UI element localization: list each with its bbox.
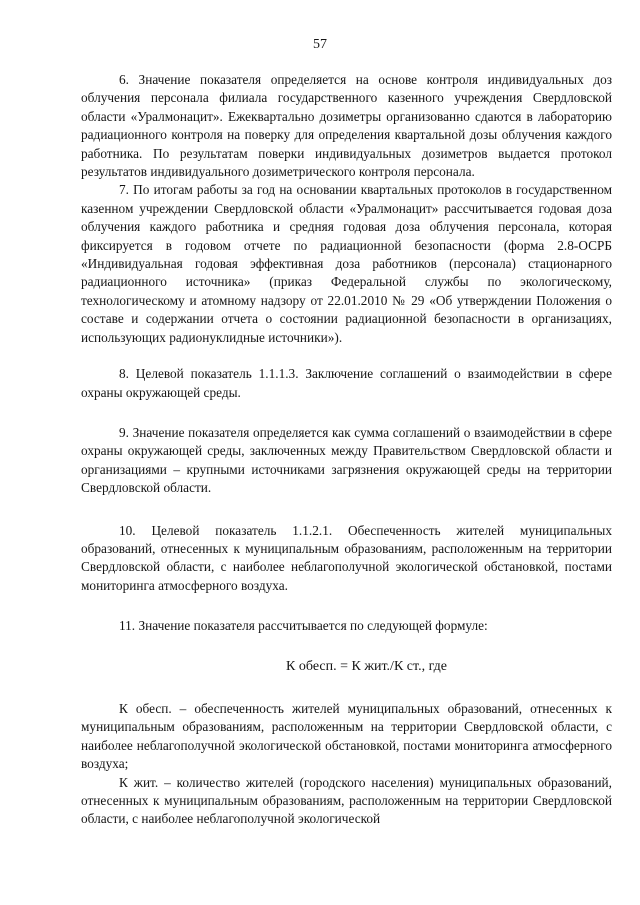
- paragraph-6: 6. Значение показателя определяется на основе контроля индивидуальных доз облучения персонала филиала государственного казенного учреждения Свердловской области «Уралмонацит». Ежеквартально дозиметры организованно сдаются в лабораторию радиационного контроля на поверку для определения квартальной дозы облучения каждого работника. По результатам поверки индивидуальных дозиметров выдается протокол результатов индивидуального дозиметрического контроля персонала.: [81, 72, 612, 180]
- paragraph-11: 11. Значение показателя рассчитывается по следующей формуле:: [119, 618, 488, 634]
- paragraph-7: 7. По итогам работы за год на основании квартальных протоколов в государственном казенном учреждении Свердловской области «Уралмонацит» рассчитывается годовая доза облучения каждого работника и средняя годовая доза облучения персонала, которая фиксируется в годовом отчете по радиационной безопасности (форма 2.8-ОСРБ «Индивидуальная годовая эффективная доза работников (персонала) стационарного радиационного источника» (приказ Федеральной службы по экологическому, технологическому и атомному надзору от 22.01.2010 № 29 «Об утверждении Положения о составе и содержании отчета о состоянии радиационной безопасности в организациях, использующих радионуклидные источники»).: [81, 182, 612, 345]
- document-body: [81, 71, 612, 829]
- paragraph-10: 10. Целевой показатель 1.1.2.1. Обеспеченность жителей муниципальных образований, отнесенных к муниципальным образованиям, расположенным на территории Свердловской области, с наиболее неблагополучной экологической обстановкой, постами мониторинга атмосферного воздуха.: [81, 522, 612, 593]
- definition-k-zhit: К жит. – количество жителей (городского населения) муниципальных образований, отнесенных к муниципальным образованиям, расположенным на территории Свердловской области, с наиболее неблагополучной экологической: [81, 774, 612, 827]
- paragraph-8: 8. Целевой показатель 1.1.1.3. Заключение соглашений о взаимодействии в сфере охраны окружающей среды.: [81, 366, 612, 400]
- formula: К обесп. = К жит./К ст., где: [286, 658, 447, 674]
- paragraph-9: 9. Значение показателя определяется как сумма соглашений о взаимодействии в сфере охраны окружающей среды, заключенных между Правительством Свердловской области и организациями – крупными источниками загрязнения окружающей среды на территории Свердловской области.: [81, 424, 612, 496]
- page-number: 57: [313, 37, 327, 52]
- definition-k-obesp: К обесп. – обеспеченность жителей муниципальных образований, отнесенных к муниципальным образованиям, расположенным на территории Свердловской области, с наиболее неблагополучной экологической обстановкой, постами мониторинга атмосферного воздуха;: [81, 700, 612, 772]
